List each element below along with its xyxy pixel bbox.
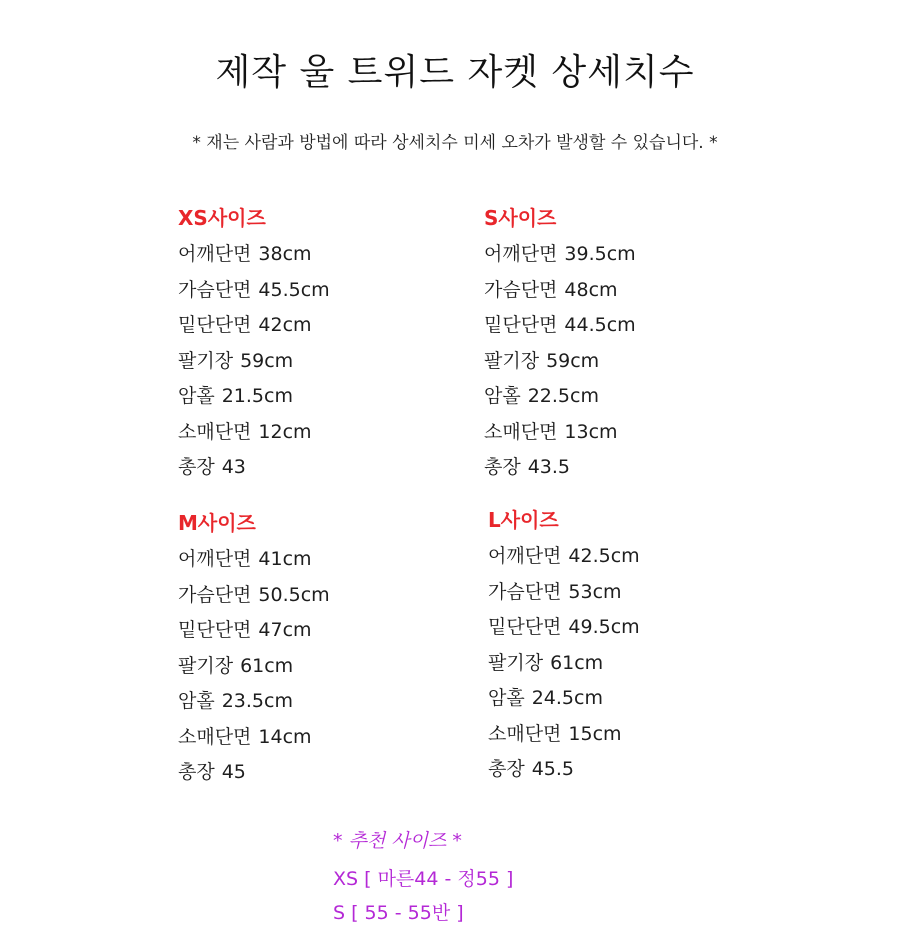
measurement-row	[178, 379, 498, 415]
measurement-value: 45	[221, 761, 246, 783]
measurement-value: 42cm	[258, 314, 312, 336]
measurement-label: 가슴단면	[484, 278, 558, 301]
measurement-list	[484, 237, 804, 486]
measurement-value: 59cm	[546, 349, 600, 372]
measurement-value: 24.5cm	[531, 687, 603, 709]
measurement-value: 43	[221, 456, 246, 478]
recommended-row: XS [ 마른44 - 정55 ]	[333, 868, 514, 890]
measurement-value: 15cm	[568, 722, 622, 745]
measurement-row	[178, 578, 498, 614]
measurement-row	[484, 415, 804, 451]
measurement-label: 암홀	[488, 687, 525, 709]
measurement-label: 소매단면	[178, 725, 252, 748]
measurement-value: 53cm	[568, 580, 622, 603]
measurement-label: 가슴단면	[488, 580, 562, 603]
measurement-value: 13cm	[564, 420, 618, 443]
measurement-label: 소매단면	[178, 420, 252, 443]
size-heading: S사이즈	[484, 206, 557, 230]
measurement-list	[178, 237, 498, 486]
measurement-row	[178, 308, 498, 344]
measurement-label: 팔기장	[488, 651, 544, 674]
measurement-row	[178, 649, 498, 685]
measurement-label: 가슴단면	[178, 278, 252, 301]
measurement-label: 팔기장	[484, 349, 540, 372]
measurement-row	[488, 681, 808, 717]
measurement-list	[178, 542, 498, 791]
measurement-row	[178, 542, 498, 578]
measurement-row	[488, 539, 808, 575]
measurement-list	[488, 539, 808, 788]
measurement-row	[178, 613, 498, 649]
recommended-sizes	[333, 826, 733, 930]
measurement-row	[488, 717, 808, 753]
measurement-row	[178, 415, 498, 451]
measurement-value: 47cm	[258, 619, 312, 641]
measurement-label: 총장	[484, 456, 521, 478]
measurement-row	[178, 273, 498, 309]
size-block-m	[178, 508, 498, 791]
measurement-label: 소매단면	[484, 420, 558, 443]
size-heading: L사이즈	[488, 508, 559, 532]
size-block-l	[488, 505, 808, 788]
measurement-value: 14cm	[258, 725, 312, 748]
page-title: 제작 울 트위드 자켓 상세치수	[215, 52, 695, 93]
size-heading: XS사이즈	[178, 206, 266, 230]
size-block-s	[484, 203, 804, 486]
measurement-row	[488, 646, 808, 682]
measurement-value: 42.5cm	[568, 545, 640, 567]
measurement-row	[484, 237, 804, 273]
measurement-label: 어깨단면	[178, 548, 252, 570]
measurement-row	[484, 379, 804, 415]
recommended-heading: * 추천 사이즈 *	[333, 830, 462, 852]
size-block-xs	[178, 203, 498, 486]
measurement-row	[488, 752, 808, 788]
measurement-row	[178, 755, 498, 791]
measurement-label: 팔기장	[178, 349, 234, 372]
measurement-value: 44.5cm	[564, 314, 636, 336]
measurement-label: 암홀	[178, 385, 215, 407]
measurement-label: 밑단단면	[488, 616, 562, 638]
measurement-row	[178, 684, 498, 720]
measurement-value: 38cm	[258, 243, 312, 265]
measurement-label: 어깨단면	[488, 545, 562, 567]
size-heading: M사이즈	[178, 511, 256, 535]
measurement-label: 밑단단면	[484, 314, 558, 336]
measurement-label: 팔기장	[178, 654, 234, 677]
measurement-row	[484, 450, 804, 486]
measurement-label: 밑단단면	[178, 314, 252, 336]
measurement-row	[484, 344, 804, 380]
measurement-value: 41cm	[258, 548, 312, 570]
measurement-label: 밑단단면	[178, 619, 252, 641]
measurement-value: 61cm	[550, 651, 604, 674]
measurement-label: 암홀	[178, 690, 215, 712]
measurement-value: 21.5cm	[221, 385, 293, 407]
measurement-value: 23.5cm	[221, 690, 293, 712]
measurement-row	[178, 344, 498, 380]
measurement-value: 45.5	[531, 758, 575, 780]
measurement-label: 소매단면	[488, 722, 562, 745]
measurement-value: 45.5cm	[258, 278, 330, 301]
measurement-label: 총장	[178, 456, 215, 478]
measurement-label: 가슴단면	[178, 583, 252, 606]
measurement-row	[178, 450, 498, 486]
measurement-value: 50.5cm	[258, 583, 330, 606]
measurement-row	[178, 237, 498, 273]
measurement-label: 어깨단면	[484, 243, 558, 265]
measurement-value: 12cm	[258, 420, 312, 443]
measurement-row	[488, 610, 808, 646]
measurement-value: 39.5cm	[564, 243, 636, 265]
measurement-row	[488, 575, 808, 611]
measurement-row	[178, 720, 498, 756]
measurement-label: 암홀	[484, 385, 521, 407]
measurement-label: 어깨단면	[178, 243, 252, 265]
measurement-row	[484, 273, 804, 309]
measurement-value: 59cm	[240, 349, 294, 372]
measurement-value: 43.5	[527, 456, 571, 478]
measurement-value: 49.5cm	[568, 616, 640, 638]
measurement-label: 총장	[178, 761, 215, 783]
measurement-notice: * 재는 사람과 방법에 따라 상세치수 미세 오차가 발생할 수 있습니다. *	[192, 133, 718, 153]
recommended-row: S [ 55 - 55반 ]	[333, 902, 464, 924]
measurement-label: 총장	[488, 758, 525, 780]
measurement-value: 48cm	[564, 278, 618, 301]
measurement-value: 22.5cm	[527, 385, 599, 407]
measurement-row	[484, 308, 804, 344]
measurement-value: 61cm	[240, 654, 294, 677]
